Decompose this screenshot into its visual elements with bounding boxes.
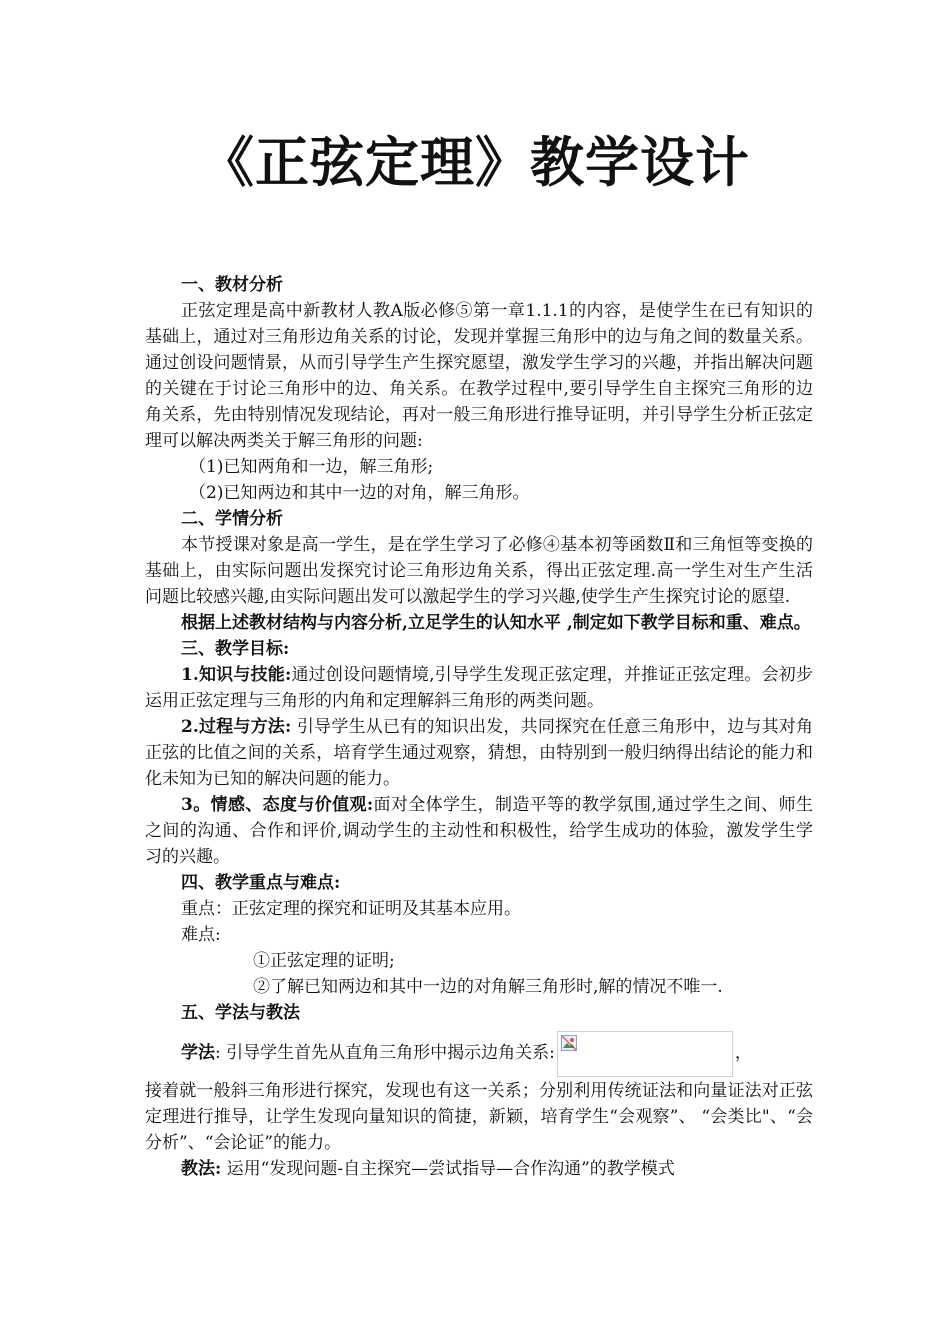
goal-text: 引导学生从已有的知识出发，共同探究在任意三角形中，边与其对角正弦的比值之间的关系，培育学生通过观察，猜想，由特别到一般归纳得出结论的能力和化未知为已知的解决问题的能力。 [145,717,814,789]
document-body [145,272,813,1182]
difficulty-label: 难点: [181,925,221,945]
section-heading-textbook-analysis: 一、教材分析 [181,275,283,295]
section-heading-learner-analysis: 二、学情分析 [181,509,283,529]
list-item: （2)已知两边和其中一边的对角，解三角形。 [189,483,530,503]
goal-text: 面对全体学生，制造平等的教学氛围,通过学生之间、师生之间的沟通、合作和评价,调动学生的主动性和积极性，给学生成功的体验，激发学生学习的兴趣。 [145,795,814,867]
list-item: （1)已知两角和一边，解三角形; [189,457,434,477]
learner-analysis-paragraph: 本节授课对象是高一学生，是在学生学习了必修④基本初等函数Ⅱ和三角恒等变换的基础上，由实际问题出发探究讨论三角形边角关系，得出正弦定理.高一学生对生产生活问题比较感兴趣,由实际问题出发可以激起学生的学习兴趣,使学生产生探究讨论的愿望. [145,535,813,607]
teaching-method-text: 运用“发现问题-自主探究—尝试指导—合作沟通”的教学模式 [221,1159,675,1179]
study-method-label: 学法 [181,1043,215,1063]
goal-process-methods [145,714,813,792]
difficulty-item: ②了解已知两边和其中一边的对角解三角形时,解的情况不唯一. [253,977,723,997]
broken-image-placeholder [557,1031,733,1077]
goal-label: 2.过程与方法: [181,717,292,737]
goal-text: 通过创设问题情境,引导学生发现正弦定理，并推证正弦定理。会初步运用正弦定理与三角形的内角和定理解斜三角形的两类问题。 [145,665,813,711]
teaching-method-label: 教法: [181,1159,222,1179]
teaching-method-line [145,1156,813,1182]
difficulty-item: ①正弦定理的证明; [253,951,395,971]
goal-label: 1.知识与技能: [181,665,292,685]
textbook-analysis-paragraph: 正弦定理是高中新教材人教A版必修⑤第一章1.1.1的内容，是使学生在已有知识的基础上，通过对三角形边角关系的讨论，发现并掌握三角形中的边与角之间的数量关系。通过创设问题情景，从而引导学生产生探究愿望，激发学生学习的兴趣，并指出解决问题的关键在于讨论三角形中的边、角关系。在教学过程中,要引导学生自主探究三角形的边角关系，先由特别情况发现结论，再对一般三角形进行推导证明，并引导学生分析正弦定理可以解决两类关于解三角形的问题: [145,301,813,451]
goal-emotion-values [145,792,813,870]
key-point: 重点：正弦定理的探究和证明及其基本应用。 [181,899,521,919]
section-heading-methods: 五、学法与教法 [181,1003,300,1023]
study-method-paragraph: 接着就一般斜三角形进行探究，发现也有这一关系；分别利用传统证法和向量证法对正弦定理进行推导，让学生发现向量知识的简捷，新颖，培育学生“会观察”、 “会类比"、“会分析”、“会论证”的能力。 [145,1081,813,1153]
goal-knowledge-skills [145,662,813,714]
study-method-line [145,1028,813,1078]
study-method-comma: ， [734,1043,752,1063]
study-method-lead: : 引导学生首先从直角三角形中揭示边角关系: [215,1043,555,1063]
transition-paragraph: 根据上述教材结构与内容分析,立足学生的认知水平 ,制定如下教学目标和重、难点。 [181,613,811,633]
section-heading-teaching-goals: 三、教学目标: [181,639,290,659]
broken-image-icon [561,1035,577,1051]
goal-label: 3。情感、态度与价值观: [181,795,374,815]
page-title: 《正弦定理》教学设计 [200,131,750,194]
section-heading-key-difficult-points: 四、教学重点与难点: [181,873,341,893]
